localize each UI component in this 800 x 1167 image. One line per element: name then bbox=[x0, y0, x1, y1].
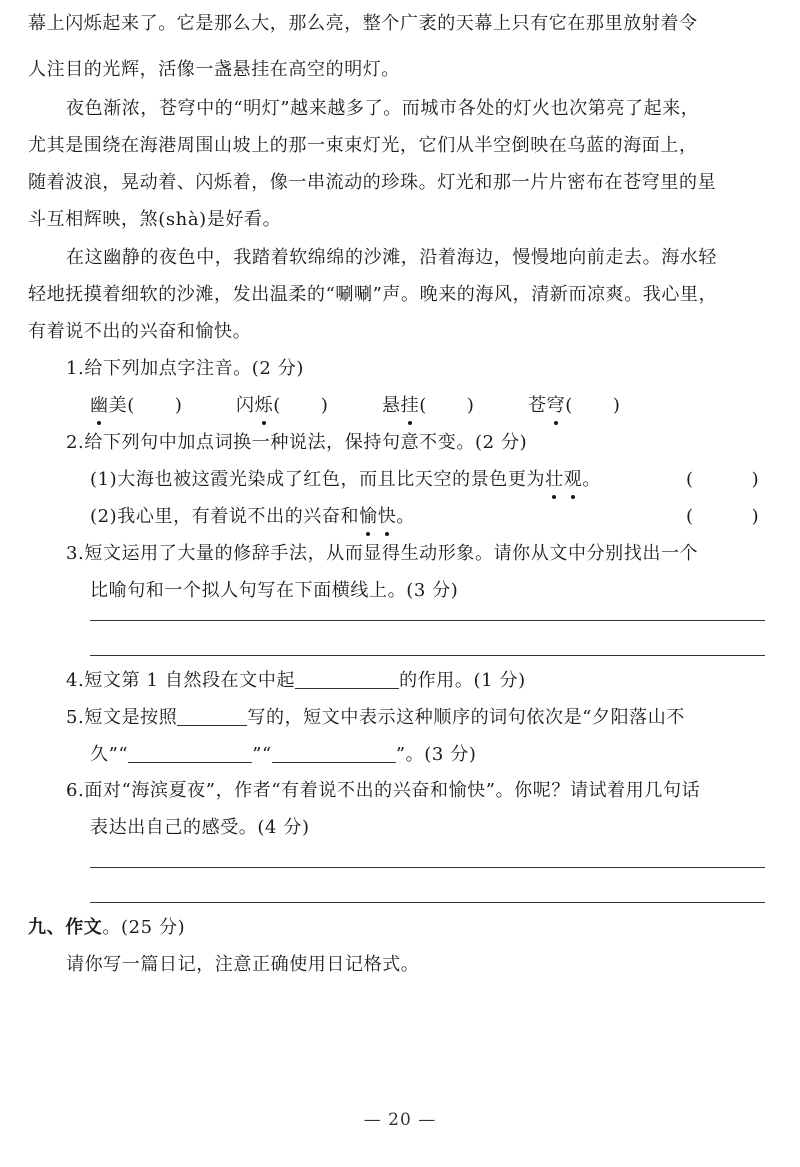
question-5-line: 5.短文是按照 写的，短文中表示这种顺序的词句依次是“夕阳落山不 bbox=[66, 707, 685, 728]
passage-line: 夜色渐浓，苍穹中的“明灯”越来越多了。而城市各处的灯火也次第亮了起来， bbox=[66, 98, 700, 119]
dotted-char: 挂 bbox=[400, 395, 420, 416]
answer-line[interactable] bbox=[90, 655, 765, 656]
passage-line: 尤其是围绕在海港周围山坡上的那一束束灯光，它们从半空倒映在乌蓝的海面上， bbox=[28, 135, 698, 156]
question-1-item: 闪烁( ) bbox=[236, 395, 329, 416]
section-9-prompt: 请你写一篇日记，注意正确使用日记格式。 bbox=[66, 954, 420, 975]
passage-line: 人注目的光辉，活像一盏悬挂在高空的明灯。 bbox=[28, 59, 400, 80]
fill-blank[interactable] bbox=[128, 742, 252, 763]
dotted-char: 壮 bbox=[545, 469, 564, 490]
dotted-char: 愉 bbox=[359, 506, 378, 527]
page-number: — 20 — bbox=[363, 1110, 437, 1130]
dotted-char: 穹 bbox=[546, 395, 566, 416]
question-2-sentence-1: (1)大海也被这霞光染成了红色，而且比天空的景色更为壮观。 bbox=[90, 469, 601, 490]
section-9-heading: 九、作文。(25 分) bbox=[28, 917, 186, 938]
question-5-line: 久”“ ”“ ”。(3 分) bbox=[90, 744, 477, 765]
passage-line: 有着说不出的兴奋和愉快。 bbox=[28, 321, 252, 342]
question-4: 4.短文第 1 自然段在文中起 的作用。(1 分) bbox=[66, 670, 526, 691]
question-2-sentence-2: (2)我心里，有着说不出的兴奋和愉快。 bbox=[90, 506, 415, 527]
passage-line: 斗互相辉映，煞(shà)是好看。 bbox=[28, 209, 282, 230]
passage-line: 轻地抚摸着细软的沙滩，发出温柔的“唰唰”声。晚来的海风，清新而凉爽。我心里， bbox=[28, 284, 718, 305]
question-3-line: 3.短文运用了大量的修辞手法，从而显得生动形象。请你从文中分别找出一个 bbox=[66, 543, 699, 564]
question-1-item: 苍穹( ) bbox=[528, 395, 621, 416]
question-2-stem: 2.给下列句中加点词换一种说法，保持句意不变。(2 分) bbox=[66, 432, 528, 453]
dotted-char: 快 bbox=[377, 506, 397, 527]
question-6-line: 表达出自己的感受。(4 分) bbox=[90, 817, 310, 838]
dotted-char: 幽 bbox=[90, 395, 109, 416]
passage-line: 随着波浪，晃动着、闪烁着，像一串流动的珍珠。灯光和那一片片密布在苍穹里的星 bbox=[28, 172, 717, 193]
answer-line[interactable] bbox=[90, 867, 765, 868]
question-3-line: 比喻句和一个拟人句写在下面横线上。(3 分) bbox=[90, 580, 459, 601]
question-1-item: 悬挂( ) bbox=[382, 395, 475, 416]
fill-blank[interactable] bbox=[272, 742, 396, 763]
answer-line[interactable] bbox=[90, 620, 765, 621]
dotted-char: 烁 bbox=[254, 395, 274, 416]
question-1-item: 幽美( ) bbox=[90, 395, 183, 416]
dotted-char: 观 bbox=[563, 469, 583, 490]
question-1-stem: 1.给下列加点字注音。(2 分) bbox=[66, 358, 304, 379]
answer-paren: ( ) bbox=[686, 469, 760, 490]
answer-line[interactable] bbox=[90, 902, 765, 903]
answer-paren: ( ) bbox=[686, 506, 760, 527]
passage-line: 在这幽静的夜色中，我踏着软绵绵的沙滩，沿着海边，慢慢地向前走去。海水轻 bbox=[66, 247, 717, 268]
fill-blank[interactable] bbox=[295, 668, 399, 689]
question-6-line: 6.面对“海滨夏夜”，作者“有着说不出的兴奋和愉快”。你呢？请试着用几句话 bbox=[66, 780, 701, 801]
fill-blank[interactable] bbox=[177, 705, 247, 726]
passage-line: 幕上闪烁起来了。它是那么大，那么亮，整个广袤的天幕上只有它在那里放射着令 bbox=[28, 13, 698, 34]
